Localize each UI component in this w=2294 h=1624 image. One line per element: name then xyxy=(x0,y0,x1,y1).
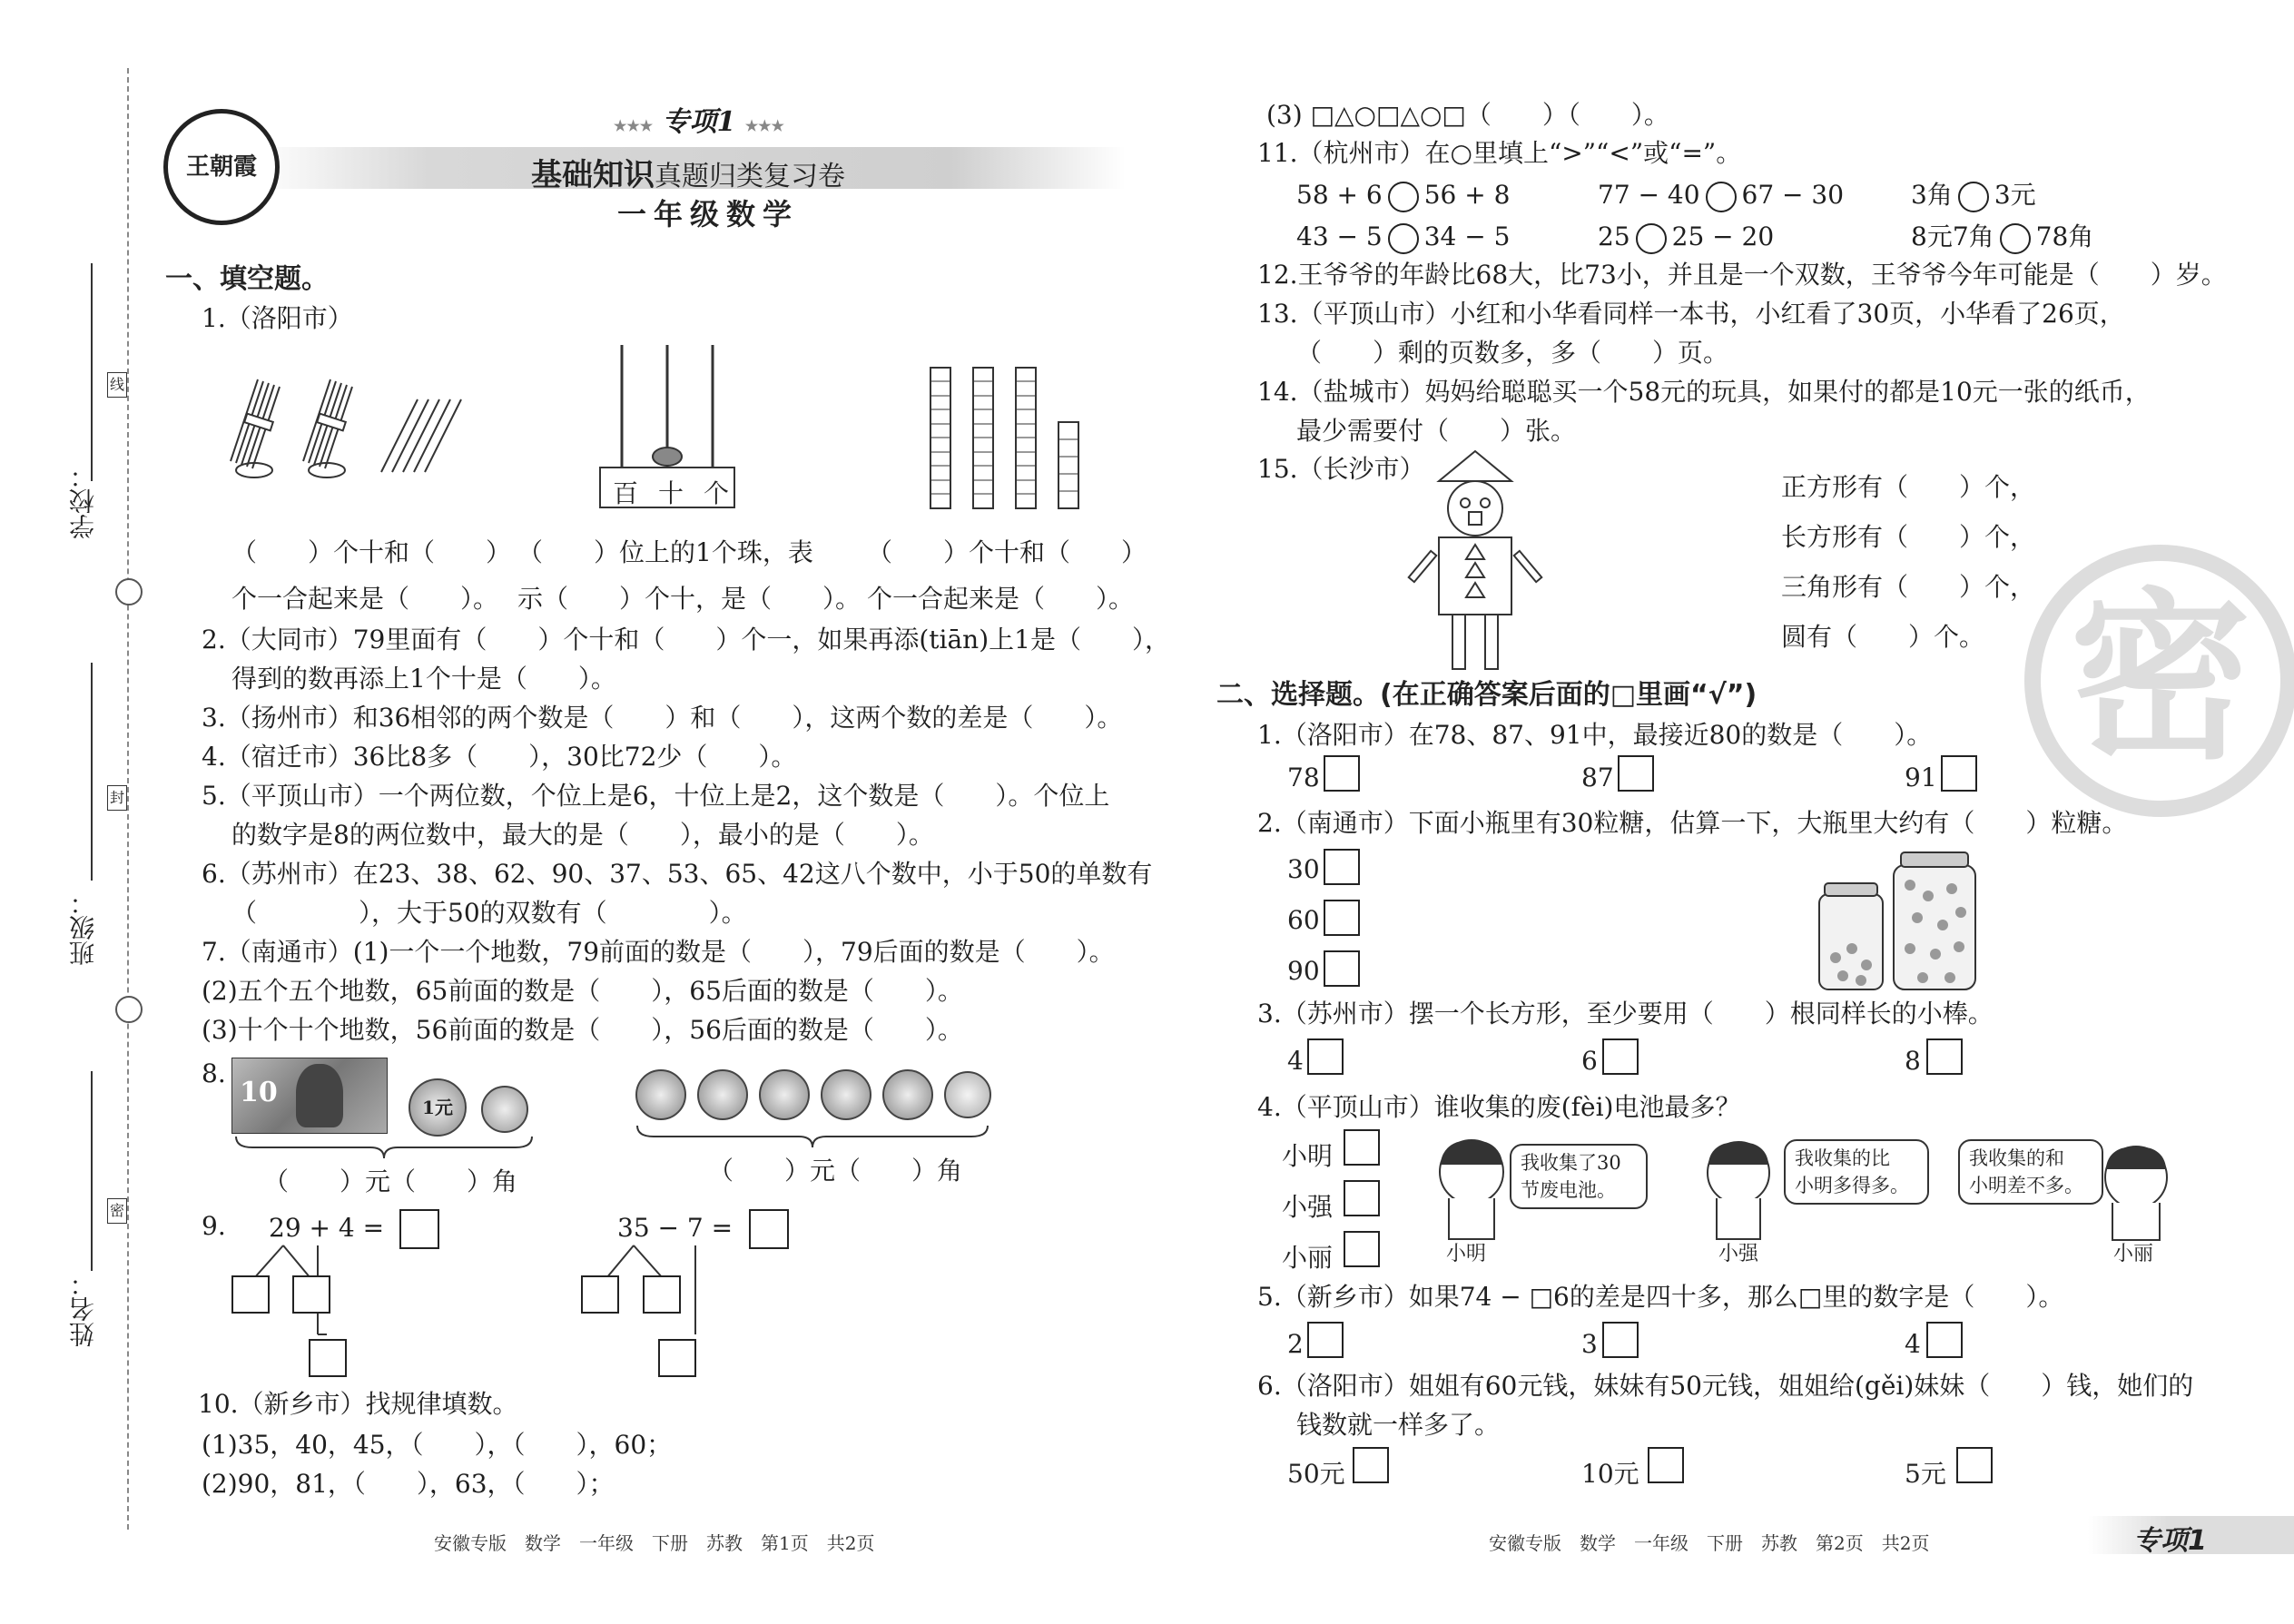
q10-label: 10.（新乡市）找规律填数。 xyxy=(198,1389,518,1419)
shape-robot xyxy=(1398,447,1552,674)
q11-item: 43 − 5 34 − 5 xyxy=(1296,221,1510,254)
c4-option-box[interactable] xyxy=(1344,1180,1380,1216)
q5-line1: 5.（平顶山市）一个两位数，个位上是6，十位上是2，这个数是（ ）。个位上 xyxy=(202,781,1110,811)
c5-option-label: 3 xyxy=(1581,1329,1598,1359)
c2-option-label: 90 xyxy=(1287,956,1320,986)
name-label: 姓名： xyxy=(68,1271,98,1347)
name-underline xyxy=(91,1071,93,1271)
c6-question-line1: 6.（洛阳市）姐姐有60元钱，妹妹有50元钱，姐姐给(gěi)妹妹（ ）钱，她们的 xyxy=(1257,1371,2194,1401)
kid-name-xiaoli: 小丽 xyxy=(2113,1243,2154,1265)
q11-item: 77 − 40 67 − 30 xyxy=(1598,180,1844,212)
q3: 3.（扬州市）和36相邻的两个数是（ ）和（ ），这两个数的差是（ ）。 xyxy=(202,703,1123,733)
section-2-title: 二、选择题。(在正确答案后面的□里画“√”) xyxy=(1216,679,1757,711)
c2-question: 2.（南通市）下面小瓶里有30粒糖，估算一下，大瓶里大约有（ ）粒糖。 xyxy=(1257,808,2128,838)
c1-option-label: 91 xyxy=(1905,763,1937,792)
c6-option-label: 50元 xyxy=(1287,1459,1345,1489)
school-underline xyxy=(91,263,93,481)
candy-jars xyxy=(1816,849,1988,994)
kid-name-xiaoming: 小明 xyxy=(1446,1243,1487,1265)
c2-option-box[interactable] xyxy=(1324,900,1360,936)
c4-option-box[interactable] xyxy=(1344,1231,1380,1267)
c3-option-label: 4 xyxy=(1287,1046,1304,1076)
banknote-value: 10 xyxy=(240,1077,278,1108)
q5-line2: 的数字是8的两位数中，最大的是（ ），最小的是（ ）。 xyxy=(231,820,934,850)
q2-line1: 2.（大同市）79里面有（ ）个十和（ ）个一，如果再添(tiān)上1是（ ）， xyxy=(202,625,1170,655)
q9-equation-1: 29 + 4 = xyxy=(269,1213,385,1243)
bundle xyxy=(231,379,280,477)
q8-label: 8. xyxy=(202,1058,226,1088)
logo xyxy=(163,109,280,225)
c6-option-box[interactable] xyxy=(1353,1447,1389,1483)
c2-option-label: 60 xyxy=(1287,905,1320,935)
compare-circle[interactable] xyxy=(1636,223,1667,254)
coin-row xyxy=(635,1069,980,1120)
q10-seq-1: (1)35，40，45，（ ），（ ），60； xyxy=(202,1430,673,1460)
q1-c-line2: 个一合起来是（ ）。 xyxy=(867,584,1135,614)
q11-item: 3角 3元 xyxy=(1911,180,2036,212)
c2-option-box[interactable] xyxy=(1324,950,1360,987)
c2-option-label: 30 xyxy=(1287,854,1320,884)
coin-5-jiao xyxy=(481,1086,528,1133)
coin-icon xyxy=(697,1069,748,1120)
c3-question: 3.（苏州市）摆一个长方形，至少要用（ ）根同样长的小棒。 xyxy=(1257,999,1994,1029)
c4-option-label: 小强 xyxy=(1282,1192,1334,1222)
coin-icon xyxy=(635,1069,686,1120)
logo-text: 王朝霞 xyxy=(185,153,257,181)
c1-option-label: 78 xyxy=(1287,763,1320,792)
coin-icon xyxy=(821,1069,871,1120)
loose-sticks xyxy=(381,399,461,472)
q7-line1: 7.（南通市）(1)一个一个地数，79前面的数是（ ），79后面的数是（ ）。 xyxy=(202,937,1115,967)
c5-question: 5.（新乡市）如果74 − □6的差是四十多，那么□里的数字是（ ）。 xyxy=(1257,1282,2064,1312)
q13-line1: 13.（平顶山市）小红和小华看同样一本书，小红看了30页，小华看了26页， xyxy=(1257,299,2125,329)
speech-bubble-xiaoqiang: 我收集的比 小明多得多。 xyxy=(1784,1139,1929,1205)
mi-tag: 密 xyxy=(107,1198,127,1224)
abacus-label-hundreds: 百 xyxy=(613,478,639,508)
bundle xyxy=(303,379,352,477)
abacus-label-ones: 个 xyxy=(704,478,730,508)
c3-option-box[interactable] xyxy=(1926,1038,1963,1075)
q14-line2: 最少需要付（ ）张。 xyxy=(1296,416,1577,446)
class-underline xyxy=(91,663,93,881)
compare-circle[interactable] xyxy=(1706,182,1737,212)
q8-answer-b: （ ）元（ ）角 xyxy=(708,1156,963,1186)
q9-split-box[interactable] xyxy=(231,1275,270,1314)
q11-label: 11.（杭州市）在○里填上“>”“<”或“=”。 xyxy=(1257,138,1742,168)
q15-rectangles: 长方形有（ ）个， xyxy=(1781,522,2036,552)
c1-option-box[interactable] xyxy=(1941,755,1977,792)
q1-a-line2: 个一合起来是（ ）。 xyxy=(231,584,499,614)
banknote xyxy=(231,1058,388,1134)
q7-line2: (2)五个五个地数，65前面的数是（ ），65后面的数是（ ）。 xyxy=(202,976,963,1006)
c5-option-box[interactable] xyxy=(1926,1322,1963,1358)
q1-label: 1.（洛阳市） xyxy=(202,303,353,333)
hair-icon xyxy=(2106,1147,2166,1169)
c3-option-box[interactable] xyxy=(1602,1038,1639,1075)
c3-option-box[interactable] xyxy=(1307,1038,1344,1075)
q9-split-box[interactable] xyxy=(309,1339,347,1377)
kid-avatar-xiaoming xyxy=(1439,1139,1504,1205)
kid-body xyxy=(1448,1198,1495,1240)
kid-body xyxy=(1716,1198,1761,1240)
q9-split-box[interactable] xyxy=(643,1275,681,1314)
coin-icon xyxy=(944,1071,991,1118)
c3-option-label: 8 xyxy=(1905,1046,1921,1076)
c3-option-label: 6 xyxy=(1581,1046,1598,1076)
q1-b-line1: （ ）位上的1个珠，表 xyxy=(517,537,813,567)
q15-label: 15.（长沙市） xyxy=(1257,454,1425,484)
cube-towers xyxy=(926,363,1089,513)
hair-icon xyxy=(1708,1143,1768,1165)
abacus-bead xyxy=(653,448,682,466)
c1-option-box[interactable] xyxy=(1618,755,1654,792)
kid-avatar-xiaoli xyxy=(2104,1146,2168,1209)
abacus-label-tens: 十 xyxy=(658,478,684,508)
kid-name-xiaoqiang: 小强 xyxy=(1718,1243,1759,1265)
school-label: 学校： xyxy=(68,463,98,539)
hair-icon xyxy=(1441,1141,1502,1165)
portrait-icon xyxy=(296,1064,343,1127)
page-title: 基础知识真题归类复习卷 xyxy=(531,157,845,193)
q11-item: 58 + 6 56 + 8 xyxy=(1296,180,1510,212)
binding-hole xyxy=(115,578,143,605)
c1-option-box[interactable] xyxy=(1324,755,1360,792)
q10-seq-2: (2)90，81，（ ），63，（ ）； xyxy=(202,1469,615,1499)
q11-item: 25 25 − 20 xyxy=(1598,221,1774,254)
c5-option-label: 4 xyxy=(1905,1329,1921,1359)
class-label: 班级： xyxy=(68,890,98,966)
q7-line3: (3)十个十个地数，56前面的数是（ ），56后面的数是（ ）。 xyxy=(202,1015,963,1045)
q8-answer-a: （ ）元（ ）角 xyxy=(263,1166,518,1196)
c5-option-label: 2 xyxy=(1287,1329,1304,1359)
binding-line xyxy=(127,68,129,1530)
q9-split-box[interactable] xyxy=(581,1275,619,1314)
q6-line1: 6.（苏州市）在23、38、62、90、37、53、65、42这八个数中，小于50的单数有 xyxy=(202,859,1153,889)
q9-answer-box-2[interactable] xyxy=(749,1209,789,1249)
c4-option-label: 小丽 xyxy=(1282,1243,1334,1273)
xian-tag: 线 xyxy=(107,372,127,398)
q12: 12.王爷爷的年龄比68大，比73小，并且是一个双数，王爷爷今年可能是（ ）岁。 xyxy=(1257,260,2227,290)
compare-circle[interactable] xyxy=(1388,223,1419,254)
q15-circles: 圆有（ ）个。 xyxy=(1781,622,1985,652)
compare-circle[interactable] xyxy=(1388,182,1419,212)
c4-question: 4.（平顶山市）谁收集的废(fèi)电池最多？ xyxy=(1257,1092,1741,1122)
brace-right xyxy=(635,1124,989,1151)
compare-circle[interactable] xyxy=(2000,223,2031,254)
series-label: ★★★ 专项1 ★★★ xyxy=(614,106,784,138)
q11-item: 8元7角 78角 xyxy=(1911,221,2093,254)
stick-bundles xyxy=(227,372,481,481)
page-subtitle: 一年级数学 xyxy=(617,197,800,231)
coin-icon xyxy=(882,1069,933,1120)
c2-option-box[interactable] xyxy=(1324,849,1360,885)
q9-equation-2: 35 − 7 = xyxy=(617,1213,733,1243)
q15-triangles: 三角形有（ ）个， xyxy=(1781,572,2036,602)
section-1-title: 一、填空题。 xyxy=(165,263,329,295)
footer-tag: 专项1 xyxy=(2133,1525,2207,1557)
q13-line2: （ ）剩的页数多，多（ ）页。 xyxy=(1296,338,1729,368)
c1-option-label: 87 xyxy=(1581,763,1614,792)
q14-line1: 14.（盐城市）妈妈给聪聪买一个58元的玩具，如果付的都是10元一张的纸币， xyxy=(1257,377,2151,407)
coin-icon xyxy=(759,1069,810,1120)
c5-option-box[interactable] xyxy=(1602,1322,1639,1358)
q9-answer-box-1[interactable] xyxy=(399,1209,439,1249)
q9-split-box[interactable] xyxy=(292,1275,330,1314)
c4-option-box[interactable] xyxy=(1344,1129,1380,1166)
compare-circle[interactable] xyxy=(1958,182,1989,212)
kid-body xyxy=(2112,1203,2161,1241)
q4: 4.（宿迁市）36比8多（ ），30比72少（ ）。 xyxy=(202,742,797,772)
seal-watermark: 密 xyxy=(2024,545,2294,817)
c6-option-label: 10元 xyxy=(1581,1459,1639,1489)
footer-left: 安徽专版 数学 一年级 下册 苏教 第1页 共2页 xyxy=(434,1532,875,1554)
kid-avatar-xiaoqiang xyxy=(1707,1141,1770,1205)
q1-a-line1: （ ）个十和（ ） xyxy=(231,537,512,567)
binding-hole xyxy=(115,996,143,1023)
q15-squares: 正方形有（ ）个， xyxy=(1781,472,2036,502)
q9-split-box[interactable] xyxy=(658,1339,696,1377)
c6-option-box[interactable] xyxy=(1648,1447,1684,1483)
q1-c-line1: （ ）个十和（ ） xyxy=(867,537,1147,567)
q9-label: 9. xyxy=(202,1211,226,1241)
c6-question-line2: 钱数就一样多了。 xyxy=(1296,1410,1501,1440)
c6-option-box[interactable] xyxy=(1956,1447,1993,1483)
speech-bubble-xiaoli: 我收集的和 小明差不多。 xyxy=(1958,1139,2103,1205)
q1-b-line2: 示（ ）个十，是（ ）。 xyxy=(517,584,861,614)
c5-option-box[interactable] xyxy=(1307,1322,1344,1358)
brace-left xyxy=(234,1135,534,1162)
coin-1-yuan: 1元 xyxy=(409,1078,467,1137)
q10-seq-3: (3) □△○□△○□（ ）（ ）。 xyxy=(1266,100,1669,130)
c6-option-label: 5元 xyxy=(1905,1459,1946,1489)
q2-line2: 得到的数再添上1个十是（ ）。 xyxy=(231,664,616,694)
c1-question: 1.（洛阳市）在78、87、91中，最接近80的数是（ ）。 xyxy=(1257,720,1933,750)
feng-tag: 封 xyxy=(107,785,127,811)
q6-line2: （ ），大于50的双数有（ ）。 xyxy=(231,898,747,928)
footer-right: 安徽专版 数学 一年级 下册 苏教 第2页 共2页 xyxy=(1489,1532,1930,1554)
c4-option-label: 小明 xyxy=(1282,1141,1334,1171)
speech-bubble-xiaoming: 我收集了30 节废电池。 xyxy=(1510,1144,1648,1209)
